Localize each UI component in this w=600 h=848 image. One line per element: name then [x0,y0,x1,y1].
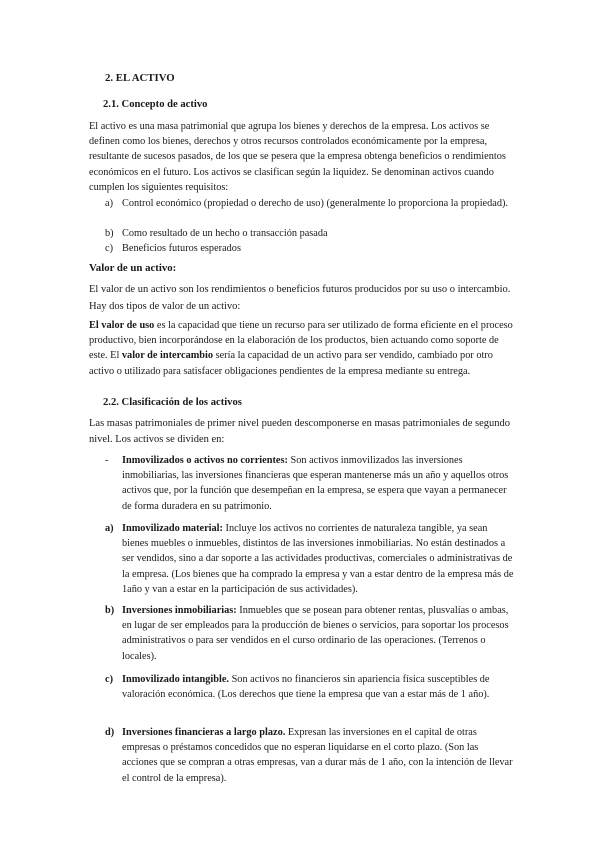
clasificacion-heading: 2.2. Clasificación de los activos [103,397,242,408]
item-text: Inmuebles que se posean para obtener rentas, plusvalías o ambas, en lugar de ser empleados para la producción de bienes o servicios, para soportar los procesos administrativos o para ser vendidos en el curso ordinario de las operaciones. (Terrenos o locales). [122,605,509,662]
concepto-intro: El activo es una masa patrimonial que agrupa los bienes y derechos de la empresa. Los activos se definen como los bienes, derechos y otros recursos controlados económicamente por la empresa, resultante de sucesos pasados, de los que se pesera que la empresa obtenga beneficios o rendimientos económicos en el futuro. Los activos se clasifican según la liquidez. Se denominan activos cuando cumplen los siguientes requisitos: [89,121,506,193]
item-marker: a) [105,523,114,534]
clasificacion-intro: Las masas patrimoniales de primer nivel pueden descomponerse en masas patrimoniales de segundo nivel. Los activos se dividen en: [89,418,511,445]
item-text: Incluye los activos no corrientes de naturaleza tangible, ya sean bienes muebles o inmuebles, distintos de las inversiones inmobiliarias. No están destinados a ser vendidos, sino a dar soporte a las actividades productivas, comerciales o administrativas de la empresa. (Los bienes que ha comprado la empresa y van a estar dentro de la empresa más de 1año y van a estar en la participación de sus actividades). [122,523,514,595]
dash-item-text: Son activos inmovilizados las inversiones inmobiliarias, las inversiones financieras que esperan mantenerse más un año y aquellos otros activos que, por la función que desempeñan en la empresa, se espera que vayan a permanecer de forma duradera en su patrimonio. [122,455,509,512]
concepto-heading: 2.1. Concepto de activo [103,99,208,110]
valor-intro: El valor de un activo son los rendimientos o beneficios futuros producidos por su uso o intercambio. Hay dos tipos de valor de un activo: [89,284,511,312]
list-item [122,603,514,664]
dash-item-term: Inmovilizados o activos no corrientes: [122,455,288,466]
valor-types [89,318,515,379]
list-item [122,672,514,702]
list-item: Como resultado de un hecho o transacción pasada [122,228,328,239]
dash-item [122,453,514,514]
list-marker: b) [105,228,114,239]
valor-uso-term: El valor de uso [89,320,155,331]
list-marker: c) [105,243,113,254]
item-marker: d) [105,727,115,738]
item-term: Inversiones inmobiliarias: [122,605,237,616]
valor-uso-text: es la capacidad que tiene un recurso para ser utilizado de forma eficiente en el proceso productivo, bien incorporándose en la elaboración de los productos, bien actuando como soporte de este. El [89,320,513,362]
list-item: Control económico (propiedad o derecho de uso) (generalmente lo proporciona la propiedad). [122,198,508,209]
valor-heading: Valor de un activo: [89,262,177,274]
item-term: Inmovilizado material: [122,523,223,534]
list-marker: a) [105,198,113,209]
item-text: Expresan las inversiones en el capital de otras empresas o préstamos concedidos que no esperan liquidarse en el corto plazo. (Son las acciones que se compran a otras empresas, van a durar más de 1 año, con la intención de llevar el control de la empresa). [122,727,513,784]
item-text: Son activos no financieros sin apariencia física susceptibles de valoración económica. (Los derechos que tiene la empresa que van a estar más de 1 año). [122,674,490,701]
list-item: Beneficios futuros esperados [122,243,241,254]
valor-intercambio-text: sería la capacidad de un activo para ser vendido, cambiado por otro activo o utilizado para satisfacer obligaciones pendientes de la empresa mediante su entrega. [89,350,493,377]
item-marker: c) [105,674,113,685]
valor-intercambio-term: valor de intercambio [121,350,214,362]
item-term: Inversiones financieras a largo plazo. [122,727,286,738]
section-title: 2. EL ACTIVO [105,72,175,84]
dash-marker: - [105,455,109,466]
item-marker: b) [105,605,115,616]
item-term: Inmovilizado intangible. [122,674,229,685]
list-item [122,725,514,786]
list-item [122,521,514,597]
